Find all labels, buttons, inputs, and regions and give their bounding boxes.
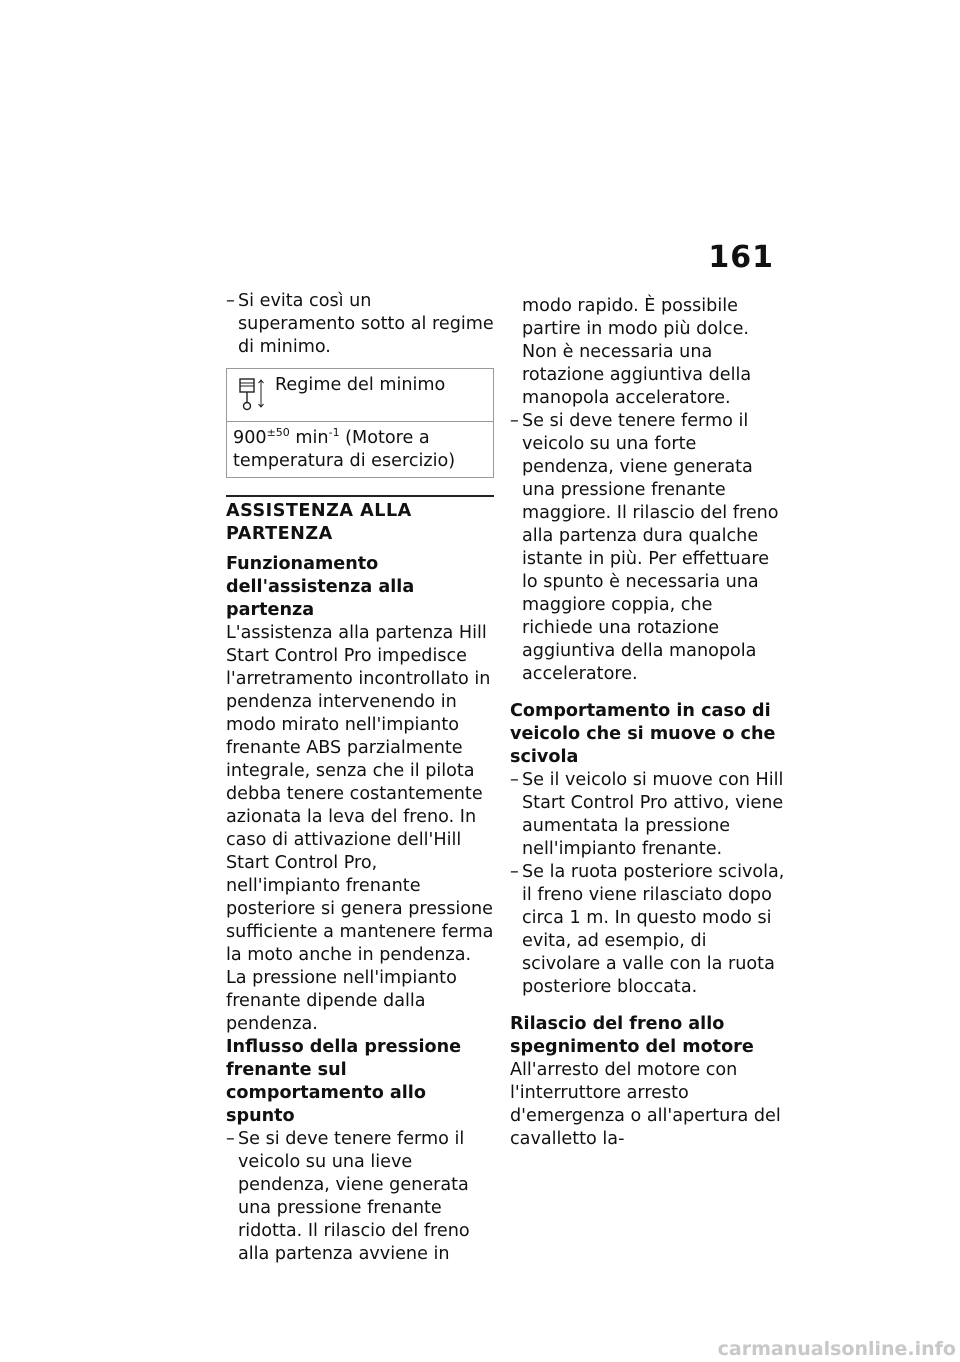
- list-item: [510, 769, 785, 861]
- spec-value-note: (Motore a temperatura di esercizio): [233, 428, 456, 471]
- page-number: 161: [708, 240, 774, 275]
- list-item: [226, 1128, 494, 1266]
- engine-piston-icon: [237, 377, 267, 411]
- bullet-dash: –: [510, 862, 519, 882]
- spec-value-tolerance: ±50: [266, 426, 290, 440]
- subheading-influence: Influsso della pressione frenante sul comportamento allo spunto: [226, 1037, 462, 1126]
- paragraph-continued: modo rapido. È possibile partire in modo più dolce. Non è necessaria una rotazione aggiuntiva della manopola acceleratore.: [522, 296, 752, 408]
- list-item-text: Se la ruota posteriore scivola, il freno viene rilasciato dopo circa 1 m. In questo modo si evita, ad esempio, di scivolare a valle con la ruota posteriore bloccata.: [522, 862, 785, 997]
- paragraph: La pressione nell'impianto frenante dipende dalla pendenza.: [226, 968, 457, 1034]
- bullet-dash: –: [226, 291, 235, 311]
- bullet-dash: –: [510, 411, 519, 431]
- list-item-text: Se il veicolo si muove con Hill Start Control Pro attivo, viene aumentata la pressione nell'impianto frenante.: [522, 770, 784, 859]
- spec-label: Regime del minimo: [275, 375, 446, 395]
- subheading-behaviour: Comportamento in caso di veicolo che si muove o che scivola: [510, 701, 776, 767]
- section-heading: ASSISTENZA ALLA PARTENZA: [226, 495, 494, 546]
- left-column: [226, 290, 494, 1266]
- spec-table-header: [227, 369, 493, 422]
- bullet-dash: –: [510, 770, 519, 790]
- list-item: [510, 410, 785, 686]
- spec-value: [227, 422, 493, 477]
- list-item-text: Se si deve tenere fermo il veicolo su una lieve pendenza, viene generata una pressione frenante ridotta. Il rilascio del freno alla partenza avviene in: [238, 1129, 470, 1264]
- list-item-text: Se si deve tenere fermo il veicolo su una forte pendenza, viene generata una pressione frenante maggiore. Il rilascio del freno alla partenza dura qualche istante in più. Per effettuare lo spunto è necessaria una maggiore coppia, che richiede una rotazione aggiuntiva della manopola acceleratore.: [522, 411, 779, 684]
- spec-value-exponent: -1: [328, 426, 340, 440]
- spec-value-number: 900: [233, 428, 267, 448]
- list-item: [510, 861, 785, 999]
- subheading-release: Rilascio del freno allo spegnimento del motore: [510, 1014, 754, 1057]
- spec-table: [226, 368, 494, 478]
- spec-value-unit: min: [295, 428, 329, 448]
- list-item-text: Si evita così un superamento sotto al regime di minimo.: [238, 291, 494, 357]
- paragraph: All'arresto del motore con l'interruttore arresto d'emergenza o all'apertura del cavalletto la-: [510, 1060, 781, 1149]
- bullet-dash: –: [226, 1129, 235, 1149]
- paragraph: L'assistenza alla partenza Hill Start Control Pro impedisce l'arretramento incontrollato in pendenza intervenendo in modo mirato nell'impianto frenante ABS parzialmente integrale, senza che il pilota debba tenere costantemente azionata la leva del freno. In caso di attivazione dell'Hill Start Control Pro, nell'impianto frenante posteriore si genera pressione sufficiente a mantenere ferma la moto anche in pendenza.: [226, 623, 494, 965]
- list-item: [226, 290, 494, 359]
- watermark: carmanualsonline.info: [717, 1338, 956, 1360]
- subheading-function: Funzionamento dell'assistenza alla partenza: [226, 554, 415, 620]
- right-column: [510, 295, 785, 1151]
